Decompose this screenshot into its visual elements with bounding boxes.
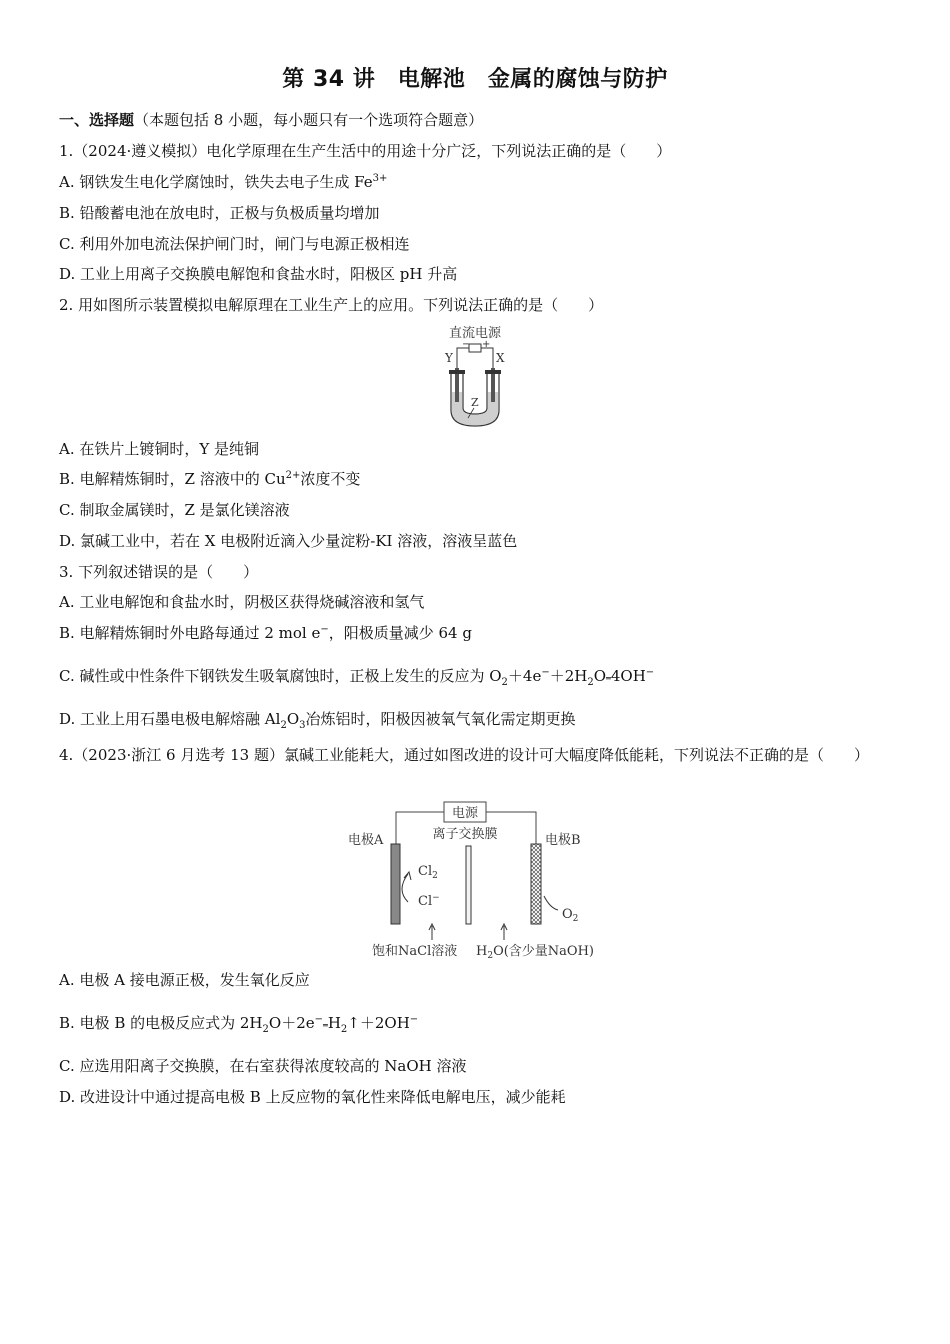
page-title: 第 34 讲 电解池 金属的腐蚀与防护 bbox=[282, 67, 668, 92]
q2-option-c: C. 制取金属镁时，Z 是氯化镁溶液 bbox=[59, 501, 290, 519]
q4-chlor-alkali-figure bbox=[340, 798, 620, 963]
q3-c-mid3: O bbox=[593, 667, 607, 685]
q1-option-a bbox=[59, 172, 387, 192]
q4-b-mid1: O＋2e bbox=[268, 1014, 315, 1032]
q4-cl2-label: $Cl_2$ bbox=[418, 864, 438, 881]
section-note: （本题包括 8 小题，每小题只有一个选项符合题意） bbox=[134, 111, 484, 129]
q4-left-inlet-label: 饱和NaCl溶液 bbox=[372, 944, 458, 959]
section-heading: 一、选择题 bbox=[59, 111, 135, 129]
q4-option-b bbox=[59, 1013, 418, 1036]
q2-right-stopper bbox=[485, 370, 501, 374]
q4-stem: 4.（2023·浙江 6 月选考 13 题）氯碱工业能耗大，通过如图改进的设计可大幅度降低能耗，下列说法不正确的是（ ） bbox=[59, 746, 869, 764]
q3-option-b-pre: B. 电解精炼铜时外电路每通过 2 mol e bbox=[59, 624, 321, 642]
q2-option-b-pre: B. 电解精炼铜时，Z 溶液中的 Cu bbox=[59, 470, 286, 488]
q2-stem: 2. 用如图所示装置模拟电解原理在工业生产上的应用。下列说法正确的是（ ） bbox=[59, 296, 604, 314]
q4-b-mid2: H bbox=[327, 1014, 341, 1032]
q3-option-a: A. 工业电解饱和食盐水时，阴极区获得烧碱溶液和氢气 bbox=[59, 593, 425, 611]
q4-b-sup2: − bbox=[409, 1014, 419, 1025]
q1-option-a-sup: 3+ bbox=[372, 173, 388, 184]
q4-b-pre: B. 电极 B 的电极反应式为 2H bbox=[59, 1014, 263, 1032]
q3-c-pre: C. 碱性或中性条件下钢铁发生吸氧腐蚀时，正极上发生的反应为 O bbox=[59, 667, 502, 685]
q2-minus-sign: − bbox=[462, 339, 471, 350]
q3-c-sub2: 2 bbox=[587, 677, 594, 688]
q3-d-sub2: 3 bbox=[299, 720, 306, 731]
q2-option-b bbox=[59, 469, 360, 489]
q2-z-label: Z bbox=[471, 396, 479, 409]
q4-membrane bbox=[466, 846, 471, 924]
q4-o2-label: $O_2$ bbox=[562, 907, 579, 924]
q1-stem: 1.（2024·遵义模拟）电化学原理在生产生活中的用途十分广泛，下列说法正确的是（ ） bbox=[59, 142, 672, 160]
q2-option-b-post: 浓度不变 bbox=[300, 470, 361, 488]
q1-option-d: D. 工业上用离子交换膜电解饱和食盐水时，阳极区 pH 升高 bbox=[59, 265, 458, 283]
q4-option-c: C. 应选用阳离子交换膜，在右室获得浓度较高的 NaOH 溶液 bbox=[59, 1057, 467, 1075]
section-heading-line bbox=[59, 110, 483, 130]
q3-d-post: 冶炼铝时，阳极因被氧气氧化需定期更换 bbox=[305, 710, 576, 728]
q3-option-b-sup: − bbox=[320, 624, 329, 635]
q4-cl-arrow bbox=[402, 874, 408, 902]
q1-option-c: C. 利用外加电流法保护闸门时，闸门与电源正极相连 bbox=[59, 235, 410, 253]
q4-b-mid3: ↑＋2OH bbox=[347, 1014, 410, 1032]
q4-electrode-a bbox=[391, 844, 400, 924]
q3-option-c bbox=[59, 666, 654, 689]
q4-option-d: D. 改进设计中通过提高电极 B 上反应物的氧化性来降低电解电压，减少能耗 bbox=[59, 1088, 566, 1106]
q2-option-a: A. 在铁片上镀铜时，Y 是纯铜 bbox=[59, 440, 260, 458]
q4-electrode-a-label: 电极A bbox=[348, 833, 384, 848]
q3-stem: 3. 下列叙述错误的是（ ） bbox=[59, 563, 259, 581]
q2-power-label: 直流电源 bbox=[448, 326, 502, 341]
q4-o2-pointer bbox=[544, 896, 558, 910]
q4-power-label: 电源 bbox=[451, 806, 479, 821]
q3-d-sub1: 2 bbox=[280, 720, 287, 731]
q3-c-mid4: 4OH bbox=[610, 667, 646, 685]
q2-battery-icon bbox=[469, 344, 481, 352]
q3-c-sup1: − bbox=[541, 667, 550, 678]
q2-electrolysis-figure bbox=[430, 322, 520, 432]
q3-c-equals: ═ bbox=[606, 674, 611, 683]
q1-option-b: B. 铅酸蓄电池在放电时，正极与负极质量均增加 bbox=[59, 204, 380, 222]
q4-b-sub2: 2 bbox=[340, 1024, 348, 1035]
q4-option-a: A. 电极 A 接电源正极，发生氧化反应 bbox=[59, 971, 310, 989]
q4-cl-minus-label: Cl− bbox=[418, 893, 440, 909]
q3-option-b-post: ，阳极质量减少 64 g bbox=[328, 624, 472, 642]
q4-electrode-b-label: 电极B bbox=[545, 833, 581, 848]
q4-electrode-b bbox=[531, 844, 541, 924]
q2-x-label: X bbox=[496, 351, 505, 365]
q4-b-sup1: − bbox=[314, 1014, 323, 1025]
q2-y-label: Y bbox=[445, 351, 453, 365]
q2-right-wire bbox=[481, 348, 493, 370]
q2-left-wire bbox=[457, 348, 469, 370]
q2-option-d: D. 氯碱工业中，若在 X 电极附近滴入少量淀粉-KI 溶液，溶液呈蓝色 bbox=[59, 532, 518, 550]
q1-option-a-text: A. 钢铁发生电化学腐蚀时，铁失去电子生成 Fe bbox=[59, 173, 373, 191]
q2-left-stopper bbox=[449, 370, 465, 374]
q4-b-equals: ═ bbox=[323, 1021, 328, 1030]
q4-membrane-label: 离子交换膜 bbox=[432, 827, 498, 842]
q3-d-mid: O bbox=[286, 710, 300, 728]
q4-b-sub1: 2 bbox=[262, 1024, 269, 1035]
q2-plus-sign: + bbox=[482, 339, 491, 350]
q3-c-mid2: ＋2H bbox=[549, 667, 588, 685]
q3-c-sub1: 2 bbox=[501, 677, 508, 688]
q3-option-d bbox=[59, 709, 576, 729]
q4-right-inlet-label: $H_2O$(含少量NaOH) bbox=[476, 944, 594, 961]
q3-option-b bbox=[59, 623, 472, 643]
q3-c-mid1: ＋4e bbox=[507, 667, 542, 685]
q3-d-pre: D. 工业上用石墨电极电解熔融 Al bbox=[59, 710, 281, 728]
q2-option-b-sup: 2+ bbox=[285, 470, 301, 481]
q3-c-sup2: − bbox=[645, 667, 655, 678]
